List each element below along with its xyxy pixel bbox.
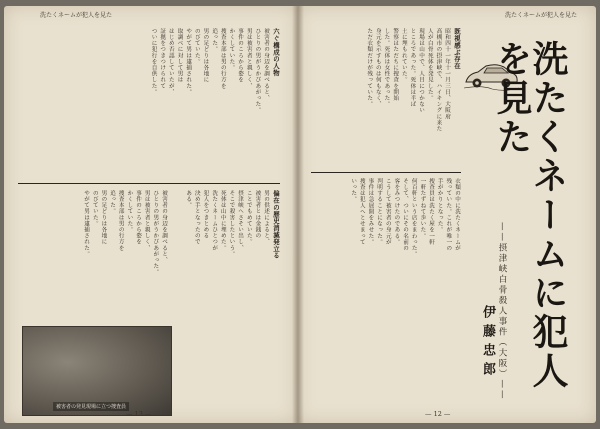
crime-scene-photo bbox=[22, 326, 172, 416]
paragraph-line: 土に埋もれていた。 bbox=[400, 28, 407, 83]
paragraph-line: そして、ついにその名前の bbox=[402, 178, 409, 252]
paragraph-line: 事件のころから姿を bbox=[135, 190, 142, 245]
paragraph-line: 追った。 bbox=[211, 28, 218, 53]
paragraph-line: 昭和四十一年十一月三日、大阪府 bbox=[444, 28, 451, 120]
paragraph-line: 客をみつけたのである。 bbox=[393, 178, 400, 246]
paragraph-line: 事件は急展開をみせた。 bbox=[367, 178, 374, 246]
paragraph-line: 取調べに対して男は bbox=[176, 28, 183, 83]
paragraph-line: 男の足どりは各地に bbox=[100, 190, 107, 245]
paragraph-line: やがて男は逮捕された。 bbox=[185, 28, 192, 96]
paragraph-line: ついに犯行を自供した。 bbox=[150, 28, 157, 96]
binding-gutter bbox=[292, 6, 304, 423]
paragraph-line: 摂津峡へさそい出し、 bbox=[237, 190, 244, 251]
paragraph-line: 被害者とは金銭の bbox=[254, 190, 261, 239]
paragraph-line: こうして被害者の身元が bbox=[384, 178, 391, 246]
paragraph-line: 追った。 bbox=[109, 190, 116, 215]
paragraph-line: 現場は山中で、人目につかない bbox=[418, 28, 425, 114]
paragraph-line: いった。 bbox=[350, 178, 357, 203]
paragraph-line: 死体は山中に埋めた。 bbox=[219, 190, 226, 251]
left-column-top bbox=[18, 28, 280, 178]
left-page bbox=[4, 6, 297, 423]
left-column-bottom-2 bbox=[18, 190, 168, 318]
section-heading: 六ぐ構成の人物 bbox=[272, 28, 280, 77]
paragraph-line: のびていた。 bbox=[91, 190, 98, 227]
paragraph-line: 捜査員は洗たく屋を一軒 bbox=[428, 178, 435, 246]
paragraph-line: 手がかりとなった。 bbox=[436, 178, 443, 233]
right-column-bottom bbox=[311, 178, 461, 410]
right-column-top bbox=[311, 28, 461, 168]
article-subtitle: ——摂津峡白骨殺人事件（大阪）—— bbox=[497, 222, 507, 401]
paragraph-line: 洗たくネームひとつが bbox=[211, 190, 218, 251]
paragraph-line: 何百軒という店をまわった。 bbox=[410, 178, 417, 258]
paragraph-line: 残っていた。これが唯一の bbox=[445, 178, 452, 252]
paragraph-line: 男の足どりは各地に bbox=[202, 28, 209, 83]
page-number-right: — 12 — bbox=[425, 410, 451, 418]
paragraph-line: 一軒たずねて歩いた。 bbox=[419, 178, 426, 239]
column-divider bbox=[311, 172, 461, 173]
left-column-bottom bbox=[174, 190, 280, 412]
paragraph-line: 高槻市の摂津峡で、ハイキングに来た bbox=[435, 28, 442, 132]
paragraph-line: のびていた。 bbox=[193, 28, 200, 65]
paragraph-line: 身元を示すものは何もなく、 bbox=[374, 28, 381, 108]
running-header-left: 洗たくネームが犯人を見た bbox=[40, 12, 113, 19]
paragraph-line: かくしていた。 bbox=[126, 190, 133, 233]
paragraph-line: 決め手となったので bbox=[193, 190, 200, 245]
paragraph-line: ただ衣類だけが残っていた。 bbox=[366, 28, 373, 108]
paragraph-line: 捜査本部は男の行方を bbox=[219, 28, 226, 89]
paragraph-line: ひとりの男がうかびあがった。 bbox=[254, 28, 261, 114]
page-number-left: — 13 — bbox=[126, 410, 152, 418]
paragraph-line: 事件のころから姿を bbox=[237, 28, 244, 83]
running-header-right: 洗たくネームが犯人を見た bbox=[505, 12, 578, 19]
paragraph-line: やがて男は逮捕された。 bbox=[83, 190, 90, 258]
paragraph-line: 捜査本部は男の行方を bbox=[117, 190, 124, 251]
column-divider bbox=[18, 183, 280, 184]
article-title: 洗たくネームに犯人を見た bbox=[491, 40, 568, 391]
paragraph-line: 男は被害者と親しく、 bbox=[245, 28, 252, 89]
paragraph-line: 捜査は犯人へとせまって bbox=[358, 178, 365, 246]
paragraph-line: 人が白骨死体を発見した。 bbox=[426, 28, 433, 102]
paragraph-line: 被害者の身辺を調べると、 bbox=[263, 28, 270, 102]
paragraph-line: 警察はただちに捜査を開始 bbox=[392, 28, 399, 102]
paragraph-line: はじめ否認していたが、 bbox=[167, 28, 174, 96]
paragraph-line: かくしていた。 bbox=[228, 28, 235, 71]
author-name: 伊藤忠郎 bbox=[480, 305, 495, 381]
photo-caption: 被害者の発見現場に立つ捜査員 bbox=[53, 402, 129, 411]
paragraph-line: 男の供述によると、 bbox=[263, 190, 270, 245]
paragraph-line: ひとりの男がうかびあがった。 bbox=[152, 190, 159, 276]
paragraph-line: 男は被害者と親しく、 bbox=[143, 190, 150, 251]
paragraph-line: そこで殺害したという。 bbox=[228, 190, 235, 258]
paragraph-line: 犯人をつきとめる bbox=[202, 190, 209, 239]
section-heading: 既視感ぶ存在 bbox=[453, 28, 461, 70]
paragraph-line: ところであった。死体は半ば bbox=[409, 28, 416, 108]
paragraph-line: した。死体は女性であった。 bbox=[383, 28, 390, 108]
paragraph-line: 証拠をつきつけられて bbox=[159, 28, 166, 89]
paragraph-line: ことでもめていた。 bbox=[245, 190, 252, 245]
paragraph-line: 被害者の身辺を調べると、 bbox=[161, 190, 167, 264]
section-heading: 偏在の歴史消滅発立る bbox=[272, 190, 280, 259]
paragraph-line: ある。 bbox=[185, 190, 192, 209]
paragraph-line: 衣類の中に洗たくネームが bbox=[454, 178, 460, 252]
paragraph-line: 判明することになった。 bbox=[376, 178, 383, 246]
